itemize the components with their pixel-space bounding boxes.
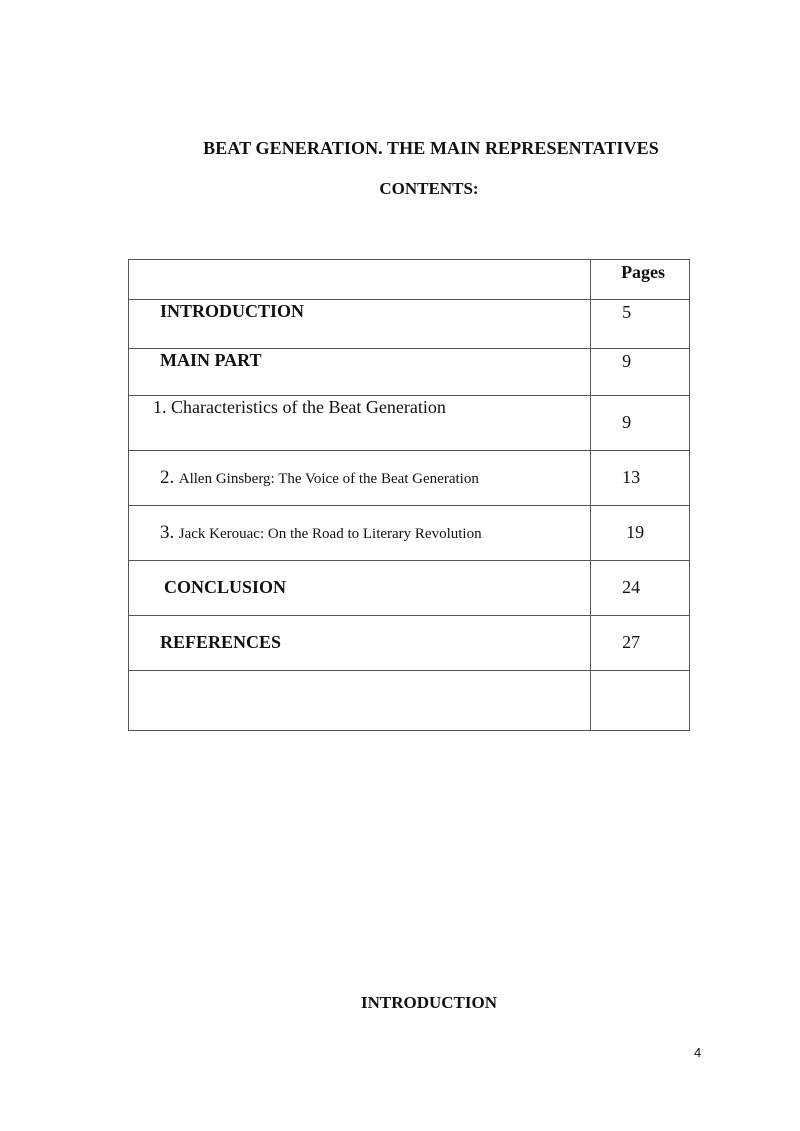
table-row — [129, 506, 690, 561]
table-row-empty — [129, 671, 690, 731]
toc-entry — [129, 396, 590, 418]
toc-entry — [129, 451, 590, 489]
contents-heading: CONTENTS: — [379, 179, 479, 198]
toc-entry-page: 13 — [622, 467, 641, 487]
page-number: 4 — [694, 1045, 702, 1060]
toc-entry-page: 19 — [626, 522, 645, 542]
toc-entry-page: 24 — [622, 577, 641, 597]
toc-entry-page: 27 — [622, 632, 641, 652]
document-title: BEAT GENERATION. THE MAIN REPRESENTATIVES — [203, 138, 659, 158]
toc-entry-number: 2. — [160, 467, 175, 488]
toc-entry-title: Characteristics of the Beat Generation — [171, 397, 446, 417]
empty-cell — [129, 671, 591, 731]
toc-entry-title: Allen Ginsberg: The Voice of the Beat Generation — [178, 471, 479, 487]
contents-table — [128, 259, 690, 731]
toc-entry-page: 9 — [622, 351, 632, 371]
toc-entry — [129, 506, 590, 544]
section-heading-introduction: INTRODUCTION — [360, 993, 498, 1012]
table-header-pages-cell — [591, 260, 690, 300]
toc-entry-page: 5 — [622, 302, 632, 322]
toc-entry-title: INTRODUCTION — [160, 301, 305, 321]
toc-entry-number: 1. — [153, 397, 167, 417]
table-header-row — [129, 260, 690, 300]
table-row — [129, 451, 690, 506]
toc-entry-title: MAIN PART — [160, 350, 262, 370]
table-row — [129, 300, 690, 349]
table-row — [129, 561, 690, 616]
table-row — [129, 396, 690, 451]
toc-entry-title: REFERENCES — [160, 632, 282, 652]
empty-cell — [591, 671, 690, 731]
pages-column-header: Pages — [621, 262, 666, 282]
toc-entry-title: Jack Kerouac: On the Road to Literary Revolution — [178, 526, 482, 542]
table-header-blank-cell — [129, 260, 591, 300]
table-row — [129, 349, 690, 396]
toc-entry-page: 9 — [622, 412, 632, 432]
toc-entry-title: CONCLUSION — [164, 577, 287, 597]
toc-entry-number: 3. — [160, 522, 175, 543]
table-row — [129, 616, 690, 671]
